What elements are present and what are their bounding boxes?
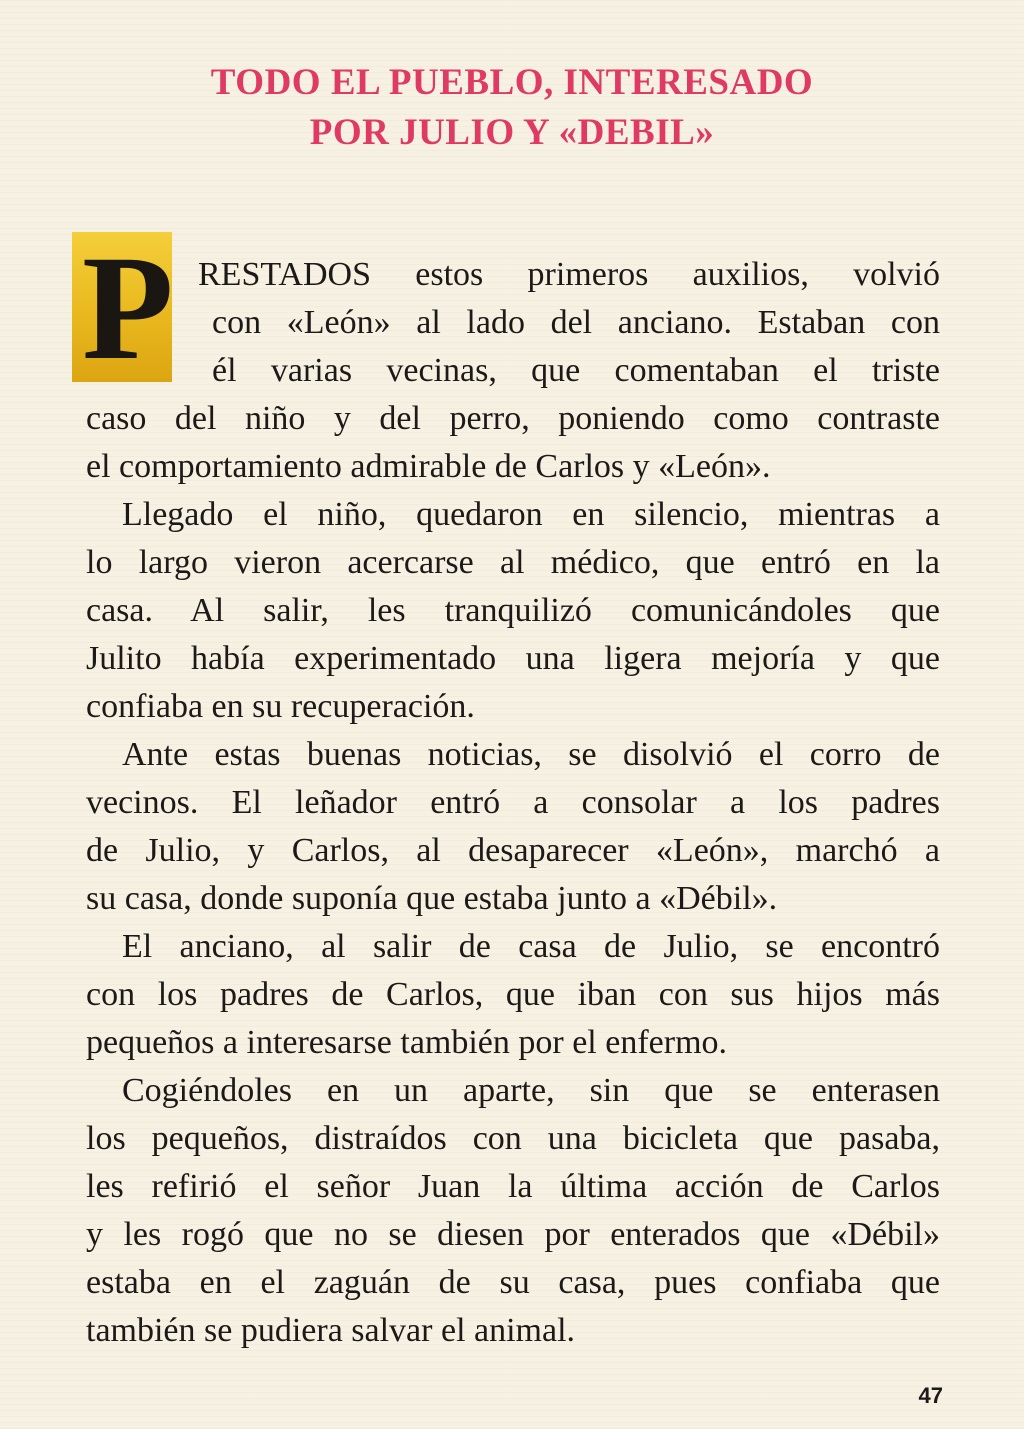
body-line: casa. Al salir, les tranquilizó comunicándoles que [86,592,940,629]
body-line: también se pudiera salvar el animal. [86,1312,576,1349]
body-line: estaba en el zaguán de su casa, pues confiaba que [86,1264,940,1301]
body-line: caso del niño y del perro, poniendo como contraste [86,400,940,437]
body-line: su casa, donde suponía que estaba junto a «Débil». [86,880,778,917]
body-line: vecinos. El leñador entró a consolar a los padres [86,784,940,821]
body-line: él varias vecinas, que comentaban el triste [212,352,940,389]
body-line: lo largo vieron acercarse al médico, que entró en la [86,544,940,581]
body-line: Julito había experimentado una ligera mejoría y que [86,640,940,677]
body-line: el comportamiento admirable de Carlos y «León». [86,448,771,485]
body-line: Llegado el niño, quedaron en silencio, mientras a [122,496,940,533]
body-line: Ante estas buenas noticias, se disolvió el corro de [122,736,940,773]
body-line: pequeños a interesarse también por el enfermo. [86,1024,728,1061]
body-line: los pequeños, distraídos con una bicicleta que pasaba, [86,1120,940,1157]
body-line: y les rogó que no se diesen por enterados que «Débil» [86,1216,940,1253]
body-line: Cogiéndoles en un aparte, sin que se enterasen [122,1072,940,1109]
body-line: El anciano, al salir de casa de Julio, se encontró [122,928,940,965]
body-line: les refirió el señor Juan la última acción de Carlos [86,1168,940,1205]
body-line: con «León» al lado del anciano. Estaban con [212,304,940,341]
body-line: RESTADOS estos primeros auxilios, volvió [198,256,940,293]
chapter-title-line-1: TODO EL PUEBLO, INTERESADO [210,62,814,103]
body-line: confiaba en su recuperación. [86,688,475,725]
page-number: 47 [918,1383,943,1408]
drop-cap-letter: P [82,225,174,391]
body-line: de Julio, y Carlos, al desaparecer «León», marchó a [86,832,940,869]
body-line: con los padres de Carlos, que iban con sus hijos más [86,976,940,1013]
chapter-title-line-2: POR JULIO Y «DEBIL» [309,112,715,153]
